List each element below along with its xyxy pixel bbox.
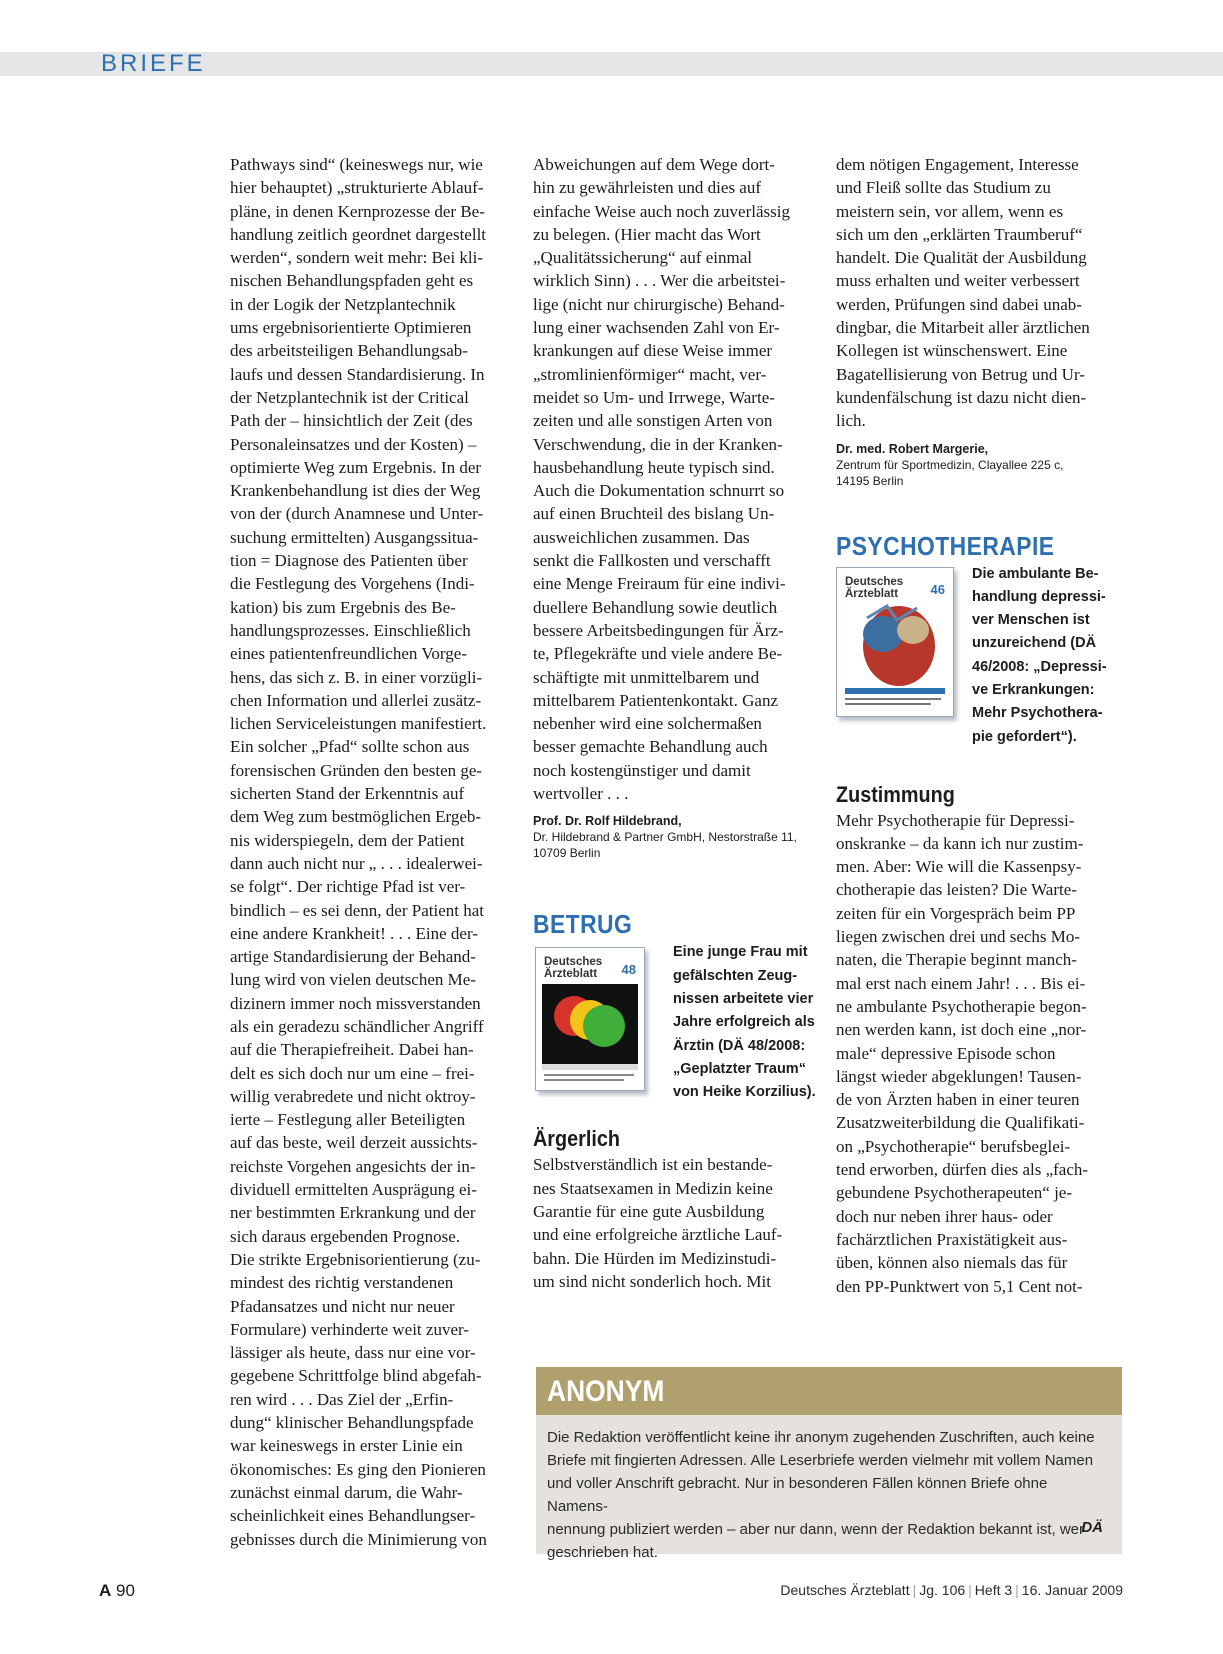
text-line: onskranke – da kann ich nur zustim- [836, 833, 1084, 853]
text-line: dizinern immer noch missverstanden [230, 993, 481, 1013]
text-line: on „Psychotherapie“ berufsbeglei- [836, 1136, 1071, 1156]
text-line: liegen zwischen drei und sechs Mo- [836, 927, 1081, 947]
text-line: ver Menschen ist [972, 612, 1090, 629]
text-line: artige Standardisierung der Behand- [230, 947, 476, 967]
text-line: den PP-Punktwert von 5,1 Cent not- [836, 1276, 1083, 1296]
text-line: Mehr Psychotherapie für Depressi- [836, 810, 1075, 830]
text-line: ausweichlichen zusammen. Das [533, 527, 750, 547]
text-line: sicherten Stand der Erkenntnis auf [230, 784, 465, 804]
text-line: zu belegen. (Hier macht das Wort [533, 224, 761, 244]
text-line: 14195 Berlin [836, 473, 904, 488]
text-line: lige (nicht nur chirurgische) Behand- [533, 294, 785, 314]
text-line: zeiten und alle sonstigen Arten von [533, 411, 773, 431]
text-line: 10709 Berlin [533, 846, 601, 861]
text-line: dann auch nicht nur „ . . . idealerwei- [230, 853, 483, 873]
column-2-body [533, 153, 818, 805]
text-line: chen Information und allerlei zusätz- [230, 690, 482, 710]
text-line: lässiger als heute, dass nur eine vor- [230, 1343, 476, 1363]
text-line: ierte – Festlegung aller Beteiligten [230, 1110, 466, 1130]
text-line: Bagatellisierung von Betrug und Ur- [836, 364, 1085, 384]
text-line: dingbar, die Mitarbeit aller ärztlichen [836, 318, 1090, 338]
reference-betrug [533, 939, 818, 1105]
text-line: laufs und dessen Standardisierung. In [230, 364, 485, 384]
text-line: dem Weg zum bestmöglichen Ergeb- [230, 807, 482, 827]
signature-margerie [836, 441, 1126, 489]
text-line: werden“, sondern weit mehr: Bei kli- [230, 248, 484, 268]
text-line: nischen Behandlungspfaden geht es [230, 271, 474, 291]
teaser-psychotherapie [972, 563, 1122, 749]
text-line: Abweichungen auf dem Wege dort- [533, 155, 775, 174]
text-line: chotherapie das leisten? Die Warte- [836, 880, 1077, 900]
text-line: Dr. Hildebrand & Partner GmbH, Nestorstraße 11, [533, 830, 797, 845]
text-line: Mehr Psychothera- [972, 705, 1103, 722]
text-line: senkt die Fallkosten und verschafft [533, 551, 771, 571]
text-line: war keineswegs in erster Linie ein [230, 1436, 463, 1456]
text-line: Auch die Dokumentation schnurrt so [533, 481, 785, 501]
text-line: Pathways sind“ (keineswegs nur, wie [230, 155, 483, 174]
text-line: lung wird von vielen deutschen Me- [230, 970, 476, 990]
topic-psychotherapie: PSYCHOTHERAPIE [836, 530, 1055, 561]
cover-title: Deutsches Ärzteblatt [544, 956, 603, 981]
text-line: Zentrum für Sportmedizin, Clayallee 225 c, [836, 457, 1064, 472]
text-line: als ein geradezu schändlicher Angriff [230, 1016, 484, 1036]
text-line: Ärztin (DÄ 48/2008: [673, 1037, 806, 1054]
page-number: A 90 [99, 1581, 135, 1600]
text-line: lung einer wachsenden Zahl von Er- [533, 318, 780, 338]
text-line: auf die Therapiefreiheit. Dabei han- [230, 1040, 474, 1060]
text-line: ökonomisches: Es ging den Pionieren [230, 1459, 486, 1479]
text-line: willig verabredete und nicht oktroy- [230, 1086, 476, 1106]
text-line: te, Pflegekräfte und viele andere Be- [533, 644, 783, 664]
cover-issue: 46 [930, 581, 945, 597]
text-line: Selbstverständlich ist ein bestande- [533, 1155, 773, 1175]
text-line: mindest des richtig verstandenen [230, 1273, 454, 1293]
text-line: dem nötigen Engagement, Interesse [836, 155, 1079, 174]
text-line: hin zu gewährleisten und dies auf [533, 178, 762, 198]
text-line: hens, das sich z. B. in einer vorzügli- [230, 667, 483, 687]
text-line: mal erst nach einem Jahr! . . . Bis ei- [836, 973, 1086, 993]
signature-address [836, 457, 1126, 489]
text-line: handlung depressi- [972, 588, 1106, 605]
text-line: üben, können also niemals das für [836, 1253, 1068, 1273]
text-line: reichste Vorgehen angesichts der in- [230, 1156, 476, 1176]
text-line: nen werden kann, ist doch eine „nor- [836, 1020, 1087, 1040]
text-line: Kollegen ist wünschenswert. Eine [836, 341, 1068, 361]
text-line: de von Ärzten haben in einer teuren [836, 1090, 1080, 1110]
text-line: tion = Diagnose des Patienten über [230, 551, 468, 571]
text-line: Krankenbehandlung ist dies der Weg [230, 481, 481, 501]
text-line: Ein solcher „Pfad“ sollte schon aus [230, 737, 470, 757]
reference-psychotherapie [836, 561, 1126, 773]
column-3 [836, 153, 1126, 1298]
text-line: zeiten für ein Vorgespräch beim PP [836, 903, 1076, 923]
text-line: hier behauptet) „strukturierte Ablauf- [230, 178, 484, 198]
text-line: hausbehandlung heute typisch sind. [533, 457, 775, 477]
text-line: gebundene Psychotherapeuten“ je- [836, 1183, 1073, 1203]
text-line: se folgt“. Der richtige Pfad ist ver- [230, 877, 466, 897]
text-line: des arbeitsteiligen Behandlungsab- [230, 341, 468, 361]
signature-address [533, 829, 818, 861]
text-line: handelt. Die Qualität der Ausbildung [836, 248, 1087, 268]
column-3-body [836, 153, 1126, 433]
text-line: „Qualitätssicherung“ auf einmal [533, 248, 753, 268]
column-1 [230, 153, 515, 1551]
text-line: und voller Anschrift gebracht. Nur in besonderen Fällen können Briefe ohne Namens- [547, 1475, 1048, 1515]
text-line: men. Aber: Wie will die Kassenpsy- [836, 857, 1082, 877]
text-line: sich daraus ergebenden Prognose. [230, 1226, 461, 1246]
text-line: eine Menge Freiraum für eine indivi- [533, 574, 786, 594]
text-line: gegebene Schrittfolge blind abgefah- [230, 1366, 482, 1386]
text-line: handlung zeitlich geordnet dargestellt [230, 224, 487, 244]
text-line: duellere Behandlung sowie deutlich [533, 597, 778, 617]
text-line: muss erhalten und weiter verbessert [836, 271, 1080, 291]
text-line: dividuell ermittelten Ausprägung ei- [230, 1180, 477, 1200]
text-line: optimierte Weg zum Ergebnis. In der [230, 457, 482, 477]
signature-name: Prof. Dr. Rolf Hildebrand, [533, 814, 682, 829]
text-line: unzureichend (DÄ [972, 635, 1097, 652]
heart-illustration [837, 568, 953, 716]
issue: Heft 3 [974, 1582, 1013, 1598]
text-line: bindlich – es sei denn, der Patient hat [230, 900, 484, 920]
text-line: ums ergebnisorientierte Optimieren [230, 318, 472, 338]
text-line: noch kostengünstiger und damit [533, 760, 751, 780]
subhead-aergerlich: Ärgerlich [533, 1126, 620, 1152]
text-line: „Geplatzter Traum“ [673, 1060, 806, 1077]
text-line: Formulare) verhinderte weit zuver- [230, 1319, 469, 1339]
text-line: naten, die Therapie beginnt manch- [836, 950, 1077, 970]
anonym-sign: DÄ [1081, 1519, 1103, 1536]
text-line: einfache Weise auch noch zuverlässig [533, 201, 790, 221]
text-line: meistern sein, vor allem, wenn es [836, 201, 1064, 221]
cover-image-46 [836, 567, 954, 717]
text-line: wertvoller . . . [533, 784, 629, 804]
text-line: 46/2008: „Depressi- [972, 658, 1107, 675]
text-line: Die Redaktion veröffentlicht keine ihr anonym zugehenden Zuschriften, auch keine [547, 1429, 1095, 1446]
column-1-body [230, 153, 515, 1551]
text-line: werden, Prüfungen sind dabei unab- [836, 294, 1082, 314]
text-line: nes Staatsexamen in Medizin keine [533, 1178, 773, 1198]
date: 16. Januar 2009 [1021, 1582, 1123, 1598]
subhead-zustimmung: Zustimmung [836, 781, 955, 807]
cover-issue: 48 [621, 962, 636, 978]
topic-betrug: BETRUG [533, 909, 633, 940]
journal-name: Deutsches Ärzteblatt [780, 1582, 910, 1598]
text-line: ren wird . . . Das Ziel der „Erfin- [230, 1389, 454, 1409]
text-line: zunächst einmal darum, die Wahr- [230, 1482, 463, 1502]
text-line: Pfadansatzes und nicht nur neuer [230, 1296, 455, 1316]
traffic-light-illustration [536, 948, 644, 1090]
text-line: von der (durch Anamnese und Unter- [230, 504, 484, 524]
text-line: mittelbarem Patientenkontakt. Ganz [533, 690, 779, 710]
text-line: delt es sich doch nur um eine – frei- [230, 1063, 475, 1083]
text-line: um sind nicht sonderlich hoch. Mit [533, 1271, 771, 1291]
text-line: gefälschten Zeug- [673, 967, 798, 984]
volume: Jg. 106 [919, 1582, 966, 1598]
text-line: auf einen Bruchteil des bislang Un- [533, 504, 775, 524]
text-line: Personaleinsatzes und der Kosten) – [230, 434, 477, 454]
text-line: Garantie für eine gute Ausbildung [533, 1201, 765, 1221]
text-line: fachärztlichen Praxistätigkeit aus- [836, 1229, 1068, 1249]
text-line: Jahre erfolgreich als [673, 1014, 815, 1031]
text-line: nennung publiziert werden – aber nur dann, wenn der Redaktion bekannt ist, wer [547, 1521, 1085, 1538]
text-line: ve Erkrankungen: [972, 682, 1095, 699]
text-line: der Netzplantechnik ist der Critical [230, 387, 469, 407]
text-line: suchung ermittelten) Ausgangssitua- [230, 527, 479, 547]
text-line: Die ambulante Be- [972, 565, 1099, 582]
text-line: geschrieben hat. [547, 1544, 658, 1561]
text-line: nis widerspiegeln, dem der Patient [230, 830, 465, 850]
cover-title: Deutsches Ärzteblatt [845, 575, 904, 600]
text-line: eines patientenfreundlichen Vorge- [230, 644, 467, 664]
column-3-body-2 [836, 809, 1126, 1298]
text-line: male“ depressive Episode schon [836, 1043, 1056, 1063]
text-line: schäftigte mit unmittelbarem und [533, 667, 760, 687]
text-line: wirklich Sinn) . . . Wer die arbeitstei- [533, 271, 786, 291]
text-line: ner bestimmten Erkrankung und der [230, 1203, 476, 1223]
text-line: die Festlegung des Vorgehens (Indi- [230, 574, 475, 594]
text-line: meidet so Um- und Irrwege, Warte- [533, 387, 775, 407]
signature-name: Dr. med. Robert Margerie, [836, 441, 989, 456]
text-line: doch nur neben ihrer haus- oder [836, 1206, 1053, 1226]
text-line: scheinlichkeit eines Behandlungser- [230, 1506, 476, 1526]
text-line: dung“ klinischer Behandlungspfade [230, 1413, 474, 1433]
text-line: Path der – hinsichtlich der Zeit (des [230, 411, 473, 431]
anonym-title: ANONYM [547, 1375, 665, 1408]
column-2 [533, 153, 818, 1293]
text-line: Briefe mit fingierten Adressen. Alle Leserbriefe werden vielmehr mit vollem Namen [547, 1452, 1094, 1469]
text-line: ne ambulante Psychotherapie begon- [836, 996, 1087, 1016]
text-line: krankungen auf diese Weise immer [533, 341, 773, 361]
text-line: tend erworben, dürfen dies als „fach- [836, 1160, 1089, 1180]
column-2-body-2 [533, 1153, 818, 1293]
text-line: „stromlinienförmiger“ macht, ver- [533, 364, 767, 384]
section-label: BRIEFE [101, 50, 206, 77]
text-line: Die strikte Ergebnisorientierung (zu- [230, 1249, 481, 1269]
text-line: bessere Arbeitsbedingungen für Ärz- [533, 620, 784, 640]
text-line: eine andere Krankheit! . . . Eine der- [230, 923, 478, 943]
signature-hildebrand [533, 813, 818, 861]
text-line: nissen arbeitete vier [673, 990, 814, 1007]
text-line: forensischen Gründen den besten ge- [230, 760, 483, 780]
text-line: auf das beste, weil derzeit aussichts- [230, 1133, 478, 1153]
cover-image-48 [535, 947, 645, 1091]
text-line: lichen Serviceleistungen manifestiert. [230, 714, 487, 734]
text-line: handlungsprozesses. Einschließlich [230, 620, 471, 640]
text-line: besser gemachte Behandlung auch [533, 737, 768, 757]
text-line: kation) bis zum Ergebnis des Be- [230, 597, 456, 617]
text-line: von Heike Korzilius). [673, 1084, 816, 1101]
text-line: Verschwendung, die in der Kranken- [533, 434, 783, 454]
text-line: kundenfälschung ist dazu nicht dien- [836, 387, 1087, 407]
text-line: pläne, in denen Kernprozesse der Be- [230, 201, 485, 221]
text-line: in der Logik der Netzplantechnik [230, 294, 456, 314]
text-line: sich um den „erklärten Traumberuf“ [836, 224, 1083, 244]
text-line: längst wieder abgeklungen! Tausen- [836, 1066, 1082, 1086]
text-line: pie gefordert“). [972, 728, 1077, 745]
text-line: nebenher wird eine solchermaßen [533, 714, 762, 734]
text-line: und eine erfolgreiche ärztliche Lauf- [533, 1225, 783, 1245]
teaser-betrug [673, 941, 823, 1104]
text-line: und Fleiß sollte das Studium zu [836, 178, 1051, 198]
text-line: gebnisses durch die Minimierung von [230, 1529, 487, 1549]
footer-citation: Deutsches Ärzteblatt | Jg. 106 | Heft 3 | 16. Januar 2009 [780, 1582, 1123, 1598]
text-line: lich. [836, 411, 866, 431]
text-line: Zusatzweiterbildung die Qualifikati- [836, 1113, 1085, 1133]
text-line: bahn. Die Hürden im Medizinstudi- [533, 1248, 777, 1268]
text-line: Eine junge Frau mit [673, 944, 808, 961]
anonym-text [547, 1426, 1102, 1564]
